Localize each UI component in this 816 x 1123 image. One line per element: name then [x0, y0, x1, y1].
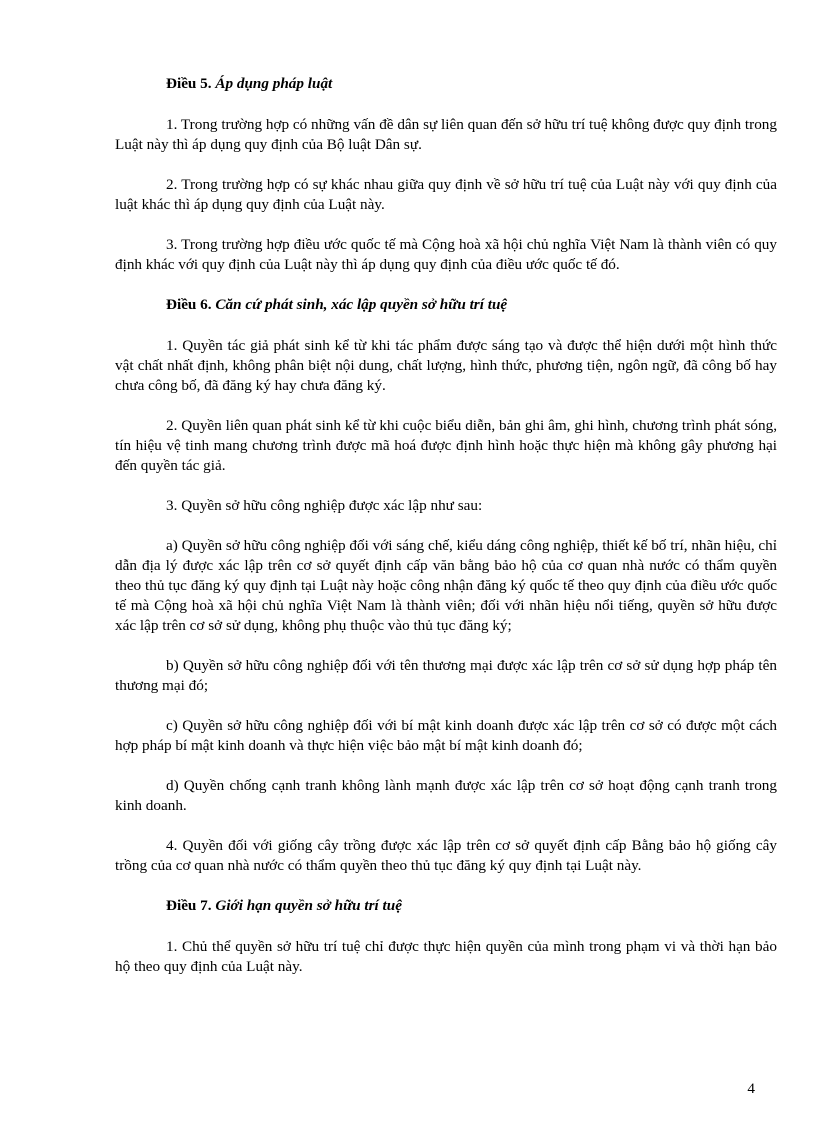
article-title: Áp dụng pháp luật	[215, 75, 333, 92]
paragraph: 3. Trong trường hợp điều ước quốc tế mà Cộng hoà xã hội chủ nghĩa Việt Nam là thành viên có quy định khác với quy định của Luật này thì áp dụng quy định của điều ước quốc tế đó.	[115, 236, 777, 273]
article-title: Căn cứ phát sinh, xác lập quyền sở hữu trí tuệ	[215, 296, 508, 313]
paragraph: b) Quyền sở hữu công nghiệp đối với tên thương mại được xác lập trên cơ sở sử dụng hợp pháp tên thương mại đó;	[115, 657, 777, 694]
paragraph: 2. Quyền liên quan phát sinh kể từ khi cuộc biểu diễn, bản ghi âm, ghi hình, chương trình phát sóng, tín hiệu vệ tinh mang chương trình được mã hoá được định hình hoặc thực hiện mà không gây phương hại đến quyền tác giả.	[115, 417, 777, 474]
paragraph: 2. Trong trường hợp có sự khác nhau giữa quy định về sở hữu trí tuệ của Luật này với quy định của luật khác thì áp dụng quy định của Luật này.	[115, 176, 777, 213]
paragraph: 3. Quyền sở hữu công nghiệp được xác lập như sau:	[166, 497, 483, 514]
article-5-heading	[166, 74, 777, 94]
paragraph: c) Quyền sở hữu công nghiệp đối với bí mật kinh doanh được xác lập trên cơ sở có được một cách hợp pháp bí mật kinh doanh và thực hiện việc bảo mật bí mật kinh doanh đó;	[115, 717, 777, 754]
paragraph: 4. Quyền đối với giống cây trồng được xác lập trên cơ sở quyết định cấp Bằng bảo hộ giống cây trồng của cơ quan nhà nước có thẩm quyền theo thủ tục đăng ký quy định tại Luật này.	[115, 837, 777, 874]
article-6-heading	[166, 295, 777, 315]
paragraph: 1. Quyền tác giả phát sinh kể từ khi tác phẩm được sáng tạo và được thể hiện dưới một hình thức vật chất nhất định, không phân biệt nội dung, chất lượng, hình thức, phương tiện, ngôn ngữ, đã công bố hay chưa công bố, đã đăng ký hay chưa đăng ký.	[115, 337, 777, 394]
article-label: Điều 6.	[166, 296, 212, 313]
paragraph: 1. Trong trường hợp có những vấn đề dân sự liên quan đến sở hữu trí tuệ không được quy định trong Luật này thì áp dụng quy định của Bộ luật Dân sự.	[115, 116, 777, 153]
page-number: 4	[747, 1080, 755, 1097]
document-body	[115, 74, 777, 997]
article-label: Điều 7.	[166, 897, 212, 914]
article-7-heading	[166, 896, 777, 916]
paragraph: 1. Chủ thể quyền sở hữu trí tuệ chỉ được thực hiện quyền của mình trong phạm vi và thời hạn bảo hộ theo quy định của Luật này.	[115, 938, 777, 975]
paragraph: d) Quyền chống cạnh tranh không lành mạnh được xác lập trên cơ sở hoạt động cạnh tranh trong kinh doanh.	[115, 777, 777, 814]
article-label: Điều 5.	[166, 75, 212, 92]
article-title: Giới hạn quyền sở hữu trí tuệ	[215, 897, 402, 914]
paragraph: a) Quyền sở hữu công nghiệp đối với sáng chế, kiểu dáng công nghiệp, thiết kế bố trí, nhãn hiệu, chỉ dẫn địa lý được xác lập trên cơ sở quyết định cấp văn bằng bảo hộ của cơ quan nhà nước có thẩm quyền theo thủ tục đăng ký quy định tại Luật này hoặc công nhận đăng ký quốc tế theo quy định của điều ước quốc tế mà Cộng hoà xã hội chủ nghĩa Việt Nam là thành viên; đối với nhãn hiệu nổi tiếng, quyền sở hữu được xác lập trên cơ sở sử dụng, không phụ thuộc vào thủ tục đăng ký;	[115, 537, 777, 634]
